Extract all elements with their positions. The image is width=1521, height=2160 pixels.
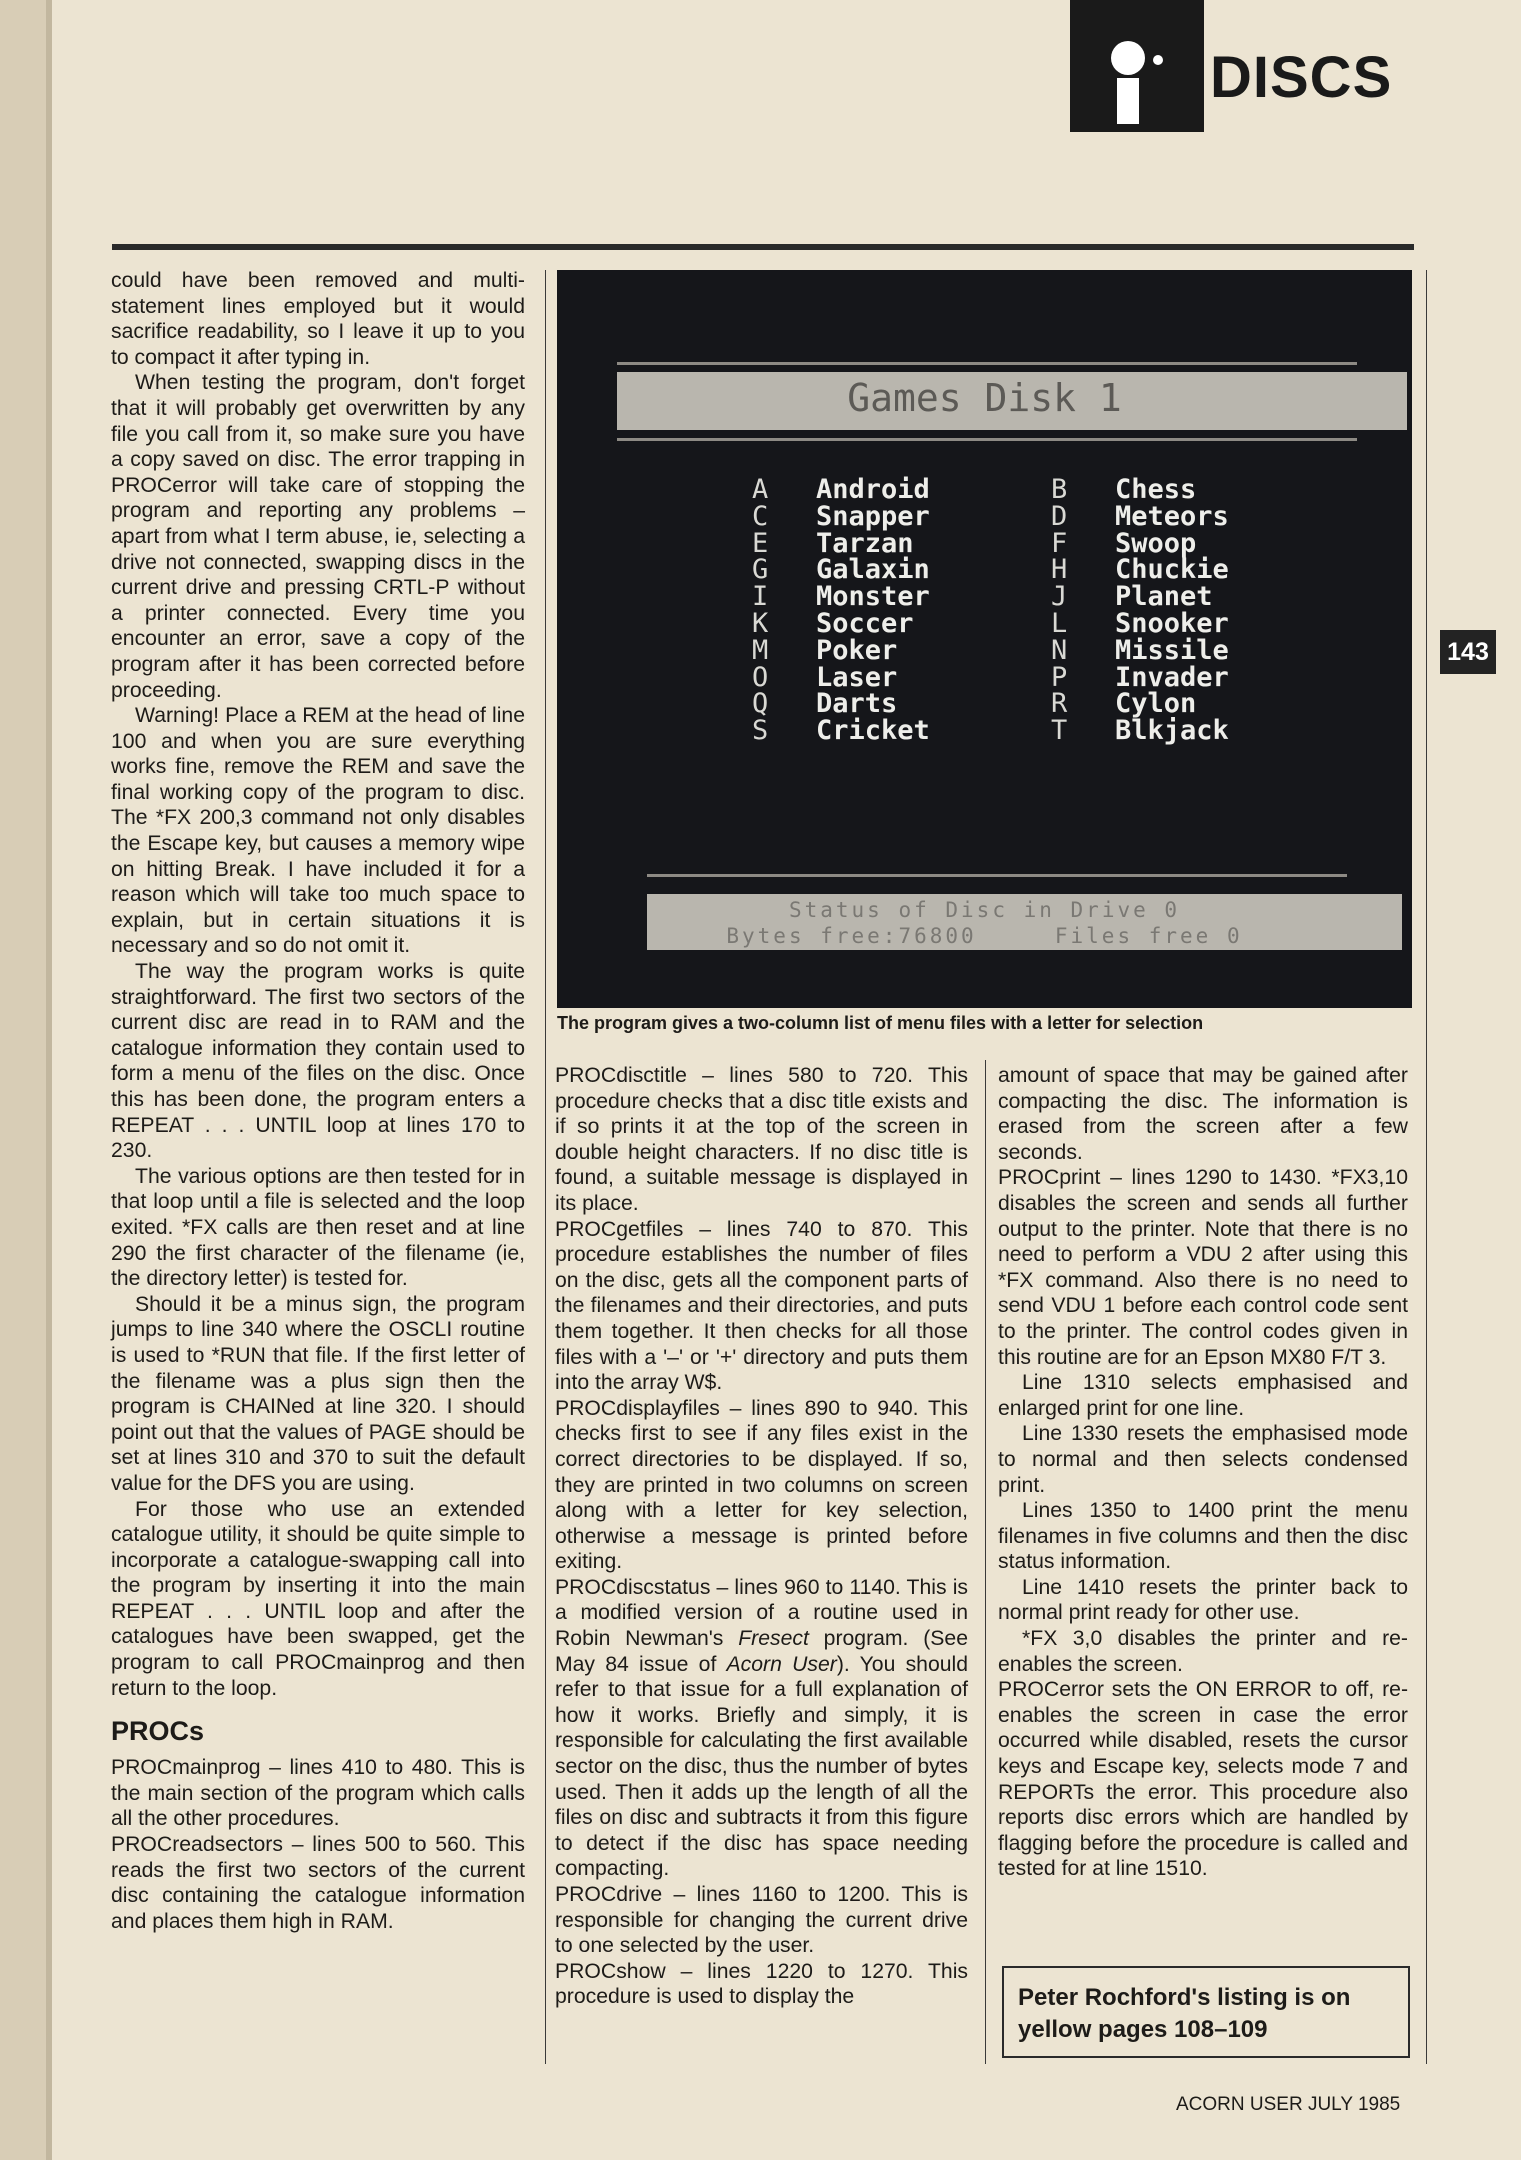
menu-item: P Invader — [1051, 661, 1229, 693]
section-title: DISCS — [1210, 45, 1393, 110]
status-line: Status of Disc in Drive 0 — [788, 898, 1181, 922]
paragraph: PROCdisplayfiles – lines 890 to 940. This checks first to see if any files exist in the correct directories to be displayed. If so, they are printed in two columns on screen along with a letter for key selection, otherwise a message is printed before exiting. — [555, 1396, 968, 1574]
paragraph: PROCdisctitle – lines 580 to 720. This procedure checks that a disc title exists and if so prints it at the top of the screen in double height characters. If no disc title is found, a suitable message is displayed in its place. — [555, 1064, 968, 1215]
listing-note-box: Peter Rochford's listing is on yellow pages 108–109 — [1002, 1966, 1410, 2058]
paragraph: When testing the program, don't forget that it will probably get overwritten by any file you call from it, so make sure you have a copy saved on disc. The error trapping in PROCerror will take care of stopping the program and reporting any problems – apart from what I term abuse, ie, selecting a drive not connected, swapping discs in the current drive and pressing CRTL-P without a printer connected. Every time you encounter an error, save a copy of the program after it has been corrected before proceeding. — [111, 371, 525, 702]
paragraph: PROCdiscstatus – lines 960 to 1140. This is a modified version of a routine used in Robin Newman's Fresect program. (See May 84 issue of Acorn User). You should refer to that issue for a full explanation of how it works. Briefly and simply, it is responsible for calculating the first available sector on the disc, thus the number of bytes used. Then it adds up the length of all the files on disc and subtracts it from this figure to detect if the disc has space needing compacting. — [555, 1575, 969, 1881]
disc-icon — [1104, 36, 1170, 126]
paragraph: The way the program works is quite straightforward. The first two sectors of the current disc are read in to RAM and the catalogue information they contain used to form a menu of the files on the disc. Once this has been done, the program enters a REPEAT . . . UNTIL loop at lines 170 to 230. — [111, 960, 525, 1163]
menu-item: K Soccer — [752, 607, 914, 639]
menu-item: E Tarzan — [752, 527, 914, 559]
paragraph: Line 1330 resets the emphasised mode to normal and then selects condensed print. — [998, 1422, 1408, 1497]
menu-right-column — [1051, 474, 1229, 747]
subheading: PROCs — [111, 1716, 205, 1747]
status-line: Bytes free:76800 Files free 0 — [726, 924, 1243, 948]
figure-caption: The program gives a two-column list of menu files with a letter for selection — [557, 1013, 1204, 1033]
menu-item: S Cricket — [752, 715, 930, 747]
menu-item: C Snapper — [752, 500, 930, 532]
menu-item: D Meteors — [1051, 500, 1229, 532]
menu-item: I Monster — [752, 581, 930, 613]
menu-left-column — [752, 474, 930, 747]
menu-item: F Swoop — [1051, 527, 1197, 559]
text-column-3 — [998, 1063, 1408, 1882]
menu-item: A Android — [752, 474, 930, 505]
header-rule — [112, 244, 1414, 250]
menu-item: R Cylon — [1051, 688, 1197, 720]
disk-title: Games Disk 1 — [847, 376, 1122, 420]
menu-item: J Planet — [1051, 581, 1213, 613]
page-number-tab: 143 — [1440, 630, 1496, 674]
menu-item: G Galaxin — [752, 554, 930, 586]
column-divider — [1426, 270, 1427, 2064]
paragraph: PROCdrive – lines 1160 to 1200. This is responsible for changing the current drive to one selected by the user. — [555, 1883, 968, 1958]
paragraph: PROCreadsectors – lines 500 to 560. This reads the first two sectors of the current disc containing the catalogue information and places them high in RAM. — [111, 1833, 525, 1933]
column-divider — [545, 270, 546, 2064]
paragraph: PROCgetfiles – lines 740 to 870. This procedure establishes the number of files on the disc, gets all the component parts of the filenames and their directories, and puts them together. It then checks for all those files with a '–' or '+' directory and puts them into the array W$. — [555, 1217, 968, 1395]
paragraph: PROCprint – lines 1290 to 1430. *FX3,10 disables the screen and sends all further output to the printer. Note that there is no need to perform a VDU 2 after using this *FX command. Also there is no need to send VDU 1 before each control code sent to the printer. The control codes given in this routine are for an Epson MX80 F/T 3. — [998, 1166, 1408, 1369]
paragraph: Warning! Place a REM at the head of line 100 and when you are sure everything works fine, remove the REM and save the final working copy of the program to disc. The *FX 200,3 command not only disables the Escape key, but causes a memory wipe on hitting Break. I have included it for a reason which will take too much space to explain, but in certain situations it is necessary and so do not omit it. — [111, 704, 525, 958]
paragraph: Should it be a minus sign, the program jumps to line 340 where the OSCLI routine is used to *RUN that file. If the first letter of the filename was a plus sign then the program is CHAINed at line 320. I should point out that the values of PAGE should be set at lines 310 and 370 to suit the default value for the DFS you are using. — [111, 1292, 525, 1495]
paragraph: PROCmainprog – lines 410 to 480. This is the main section of the program which calls all the other procedures. — [111, 1756, 525, 1831]
text-column-2 — [555, 1063, 968, 2010]
paragraph: PROCerror sets the ON ERROR to off, re-enables the screen in case the error occurred while disabled, resets the cursor keys and Escape key, selects mode 7 and REPORTs the error. This procedure also reports disc errors which are handled by flagging before the procedure is called and tested for at line 1510. — [998, 1678, 1408, 1881]
menu-item: Q Darts — [752, 688, 898, 720]
paragraph: Lines 1350 to 1400 print the menu filenames in five columns and then the disc status information. — [998, 1499, 1408, 1574]
menu-item: O Laser — [752, 661, 898, 693]
paragraph: amount of space that may be gained after compacting the disc. The information is erased from the screen after a few seconds. — [998, 1064, 1408, 1164]
menu-item: L Snooker — [1051, 607, 1229, 639]
paragraph: The various options are then tested for in that loop until a file is selected and the loop exited. *FX calls are then reset and at line 290 the first character of the filename (ie, the directory letter) is tested for. — [111, 1164, 525, 1291]
paragraph: Line 1410 resets the printer back to normal print ready for other use. — [998, 1575, 1408, 1625]
menu-item: H Chuckie — [1051, 554, 1229, 586]
paragraph: For those who use an extended catalogue utility, it should be quite simple to incorporate a catalogue-swapping call into the program by inserting it into the main REPEAT . . . UNTIL loop and after the catalogues have been swapped, get the program to call PROCmainprog and then return to the loop. — [111, 1497, 525, 1700]
page-gutter — [0, 0, 52, 2160]
menu-item: T Blkjack — [1051, 715, 1229, 747]
page-footer: ACORN USER JULY 1985 — [1176, 2094, 1401, 2115]
menu-item: N Missile — [1051, 634, 1229, 666]
menu-item: M Poker — [752, 634, 898, 666]
paragraph: Line 1310 selects emphasised and enlarged print for one line. — [998, 1371, 1408, 1420]
paragraph: PROCshow – lines 1220 to 1270. This procedure is used to display the — [555, 1959, 968, 2009]
menu-item: B Chess — [1051, 474, 1197, 505]
text-column-1 — [111, 268, 525, 1934]
paragraph: could have been removed and multi-statement lines employed but it would sacrifice readability, so I leave it up to you to compact it after typing in. — [111, 269, 525, 369]
screenshot-figure — [557, 270, 1412, 1008]
paragraph: *FX 3,0 disables the printer and re-enables the screen. — [998, 1627, 1408, 1676]
section-header-block — [1070, 0, 1204, 132]
column-divider — [985, 1060, 986, 2064]
